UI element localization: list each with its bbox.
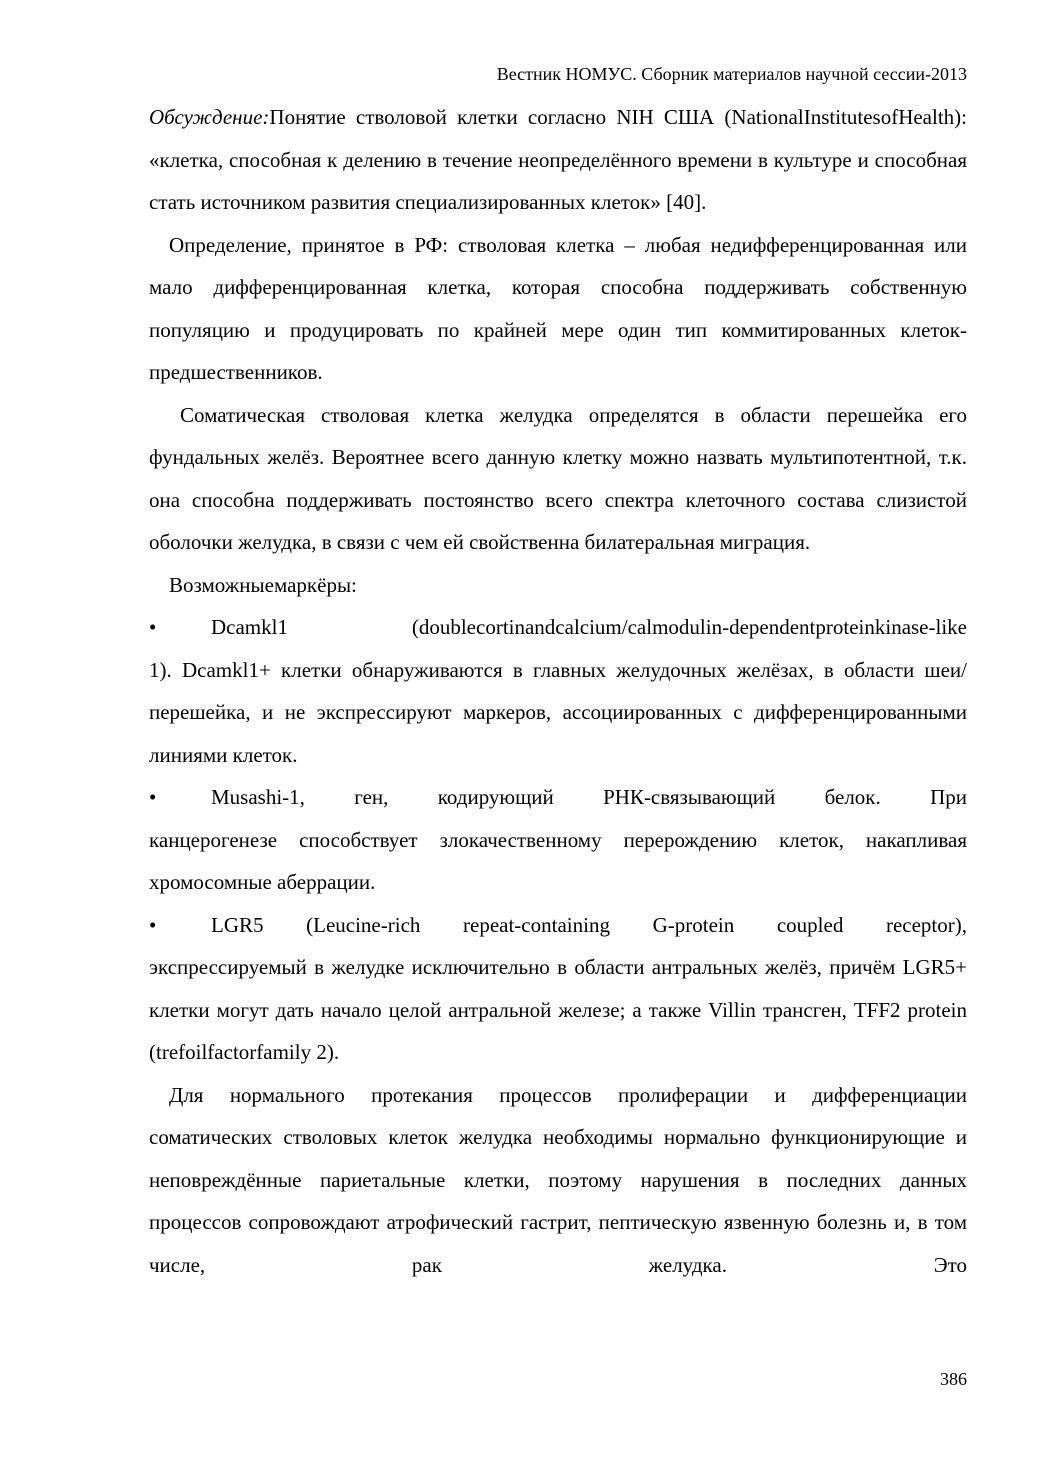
marker-item-title: Dcamkl1 (doublecortinandcalcium/calmodulin-dependentproteinkinase-like (211, 615, 967, 639)
running-header: Вестник НОМУС. Сборник материалов научной сессии-2013 (496, 64, 967, 84)
marker-item-title: LGR5 (Leucine-rich repeat-containing G-protein coupled receptor), (211, 912, 967, 937)
conclusion-paragraph: Для нормального протекания процессов пролиферации и дифференциации соматических стволовых клеток желудка необходимы нормально функционирующие и неповреждённые париетальные клетки, поэтому нарушения в последних данных процессов сопровождают атрофический гастрит, пептическую язвенную болезнь и, в том числе, рак желудка. Это (149, 1082, 967, 1277)
marker-item-title: Musashi-1, ген, кодирующий РНК-связывающий белок. При (211, 785, 967, 809)
marker-item-first-line (149, 606, 967, 649)
discussion-line1-text: Понятие стволовой клетки согласно NIH США (269, 105, 715, 129)
bullet-icon: • (149, 785, 157, 809)
definition-paragraph: Определение, принятое в РФ: стволовая клетка – любая недифференцированная или мало дифференцированная клетка, которая способна поддерживать собственную популяцию и продуцировать по крайней мере один тип коммитированных клеток-предшественников. (149, 232, 967, 384)
page-number: 386 (940, 1369, 967, 1389)
somatic-stem-cell-paragraph: Соматическая стволовая клетка желудка определятся в области перешейка его фундальных желёз. Вероятнее всего данную клетку можно назвать мультипотентной, т.к. она способна поддерживать постоянство всего спектра клеточного состава слизистой оболочки желудка, в связи с чем ей свойственна билатеральная миграция. (149, 402, 967, 554)
markers-heading: Возможныемаркёры: (169, 572, 357, 597)
marker-item-first-line (149, 776, 967, 819)
marker-item-first-line (149, 904, 967, 947)
marker-item (149, 904, 967, 1074)
bullet-icon: • (149, 615, 157, 639)
marker-item (149, 776, 967, 904)
marker-item (149, 606, 967, 776)
discussion-paragraph (149, 96, 967, 224)
body-text (149, 96, 967, 1286)
marker-item-text: 1). Dcamkl1+ клетки обнаруживаются в главных желудочных желёзах, в области шеи/перешейка, и не экспрессируют маркеров, ассоциированных с дифференцированными линиями клеток. (149, 657, 967, 767)
bullet-icon: • (149, 912, 157, 937)
discussion-label: Обсуждение: (149, 105, 270, 129)
marker-item-text: канцерогенезе способствует злокачественному перерождению клеток, накапливая хромосомные аберрации. (149, 827, 967, 894)
discussion-text: (NationalInstitutesofHealth): «клетка, способная к делению в течение неопределённого времени в культуре и способная стать источником развития специализированных клеток» [40]. (149, 105, 968, 214)
marker-item-text: экспрессируемый в желудке исключительно в области антральных желёз, причём LGR5+ клетки могут дать начало целой антральной железе; а также Villin трансген, TFF2 protein (trefoilfactorfamily 2). (149, 955, 967, 1064)
